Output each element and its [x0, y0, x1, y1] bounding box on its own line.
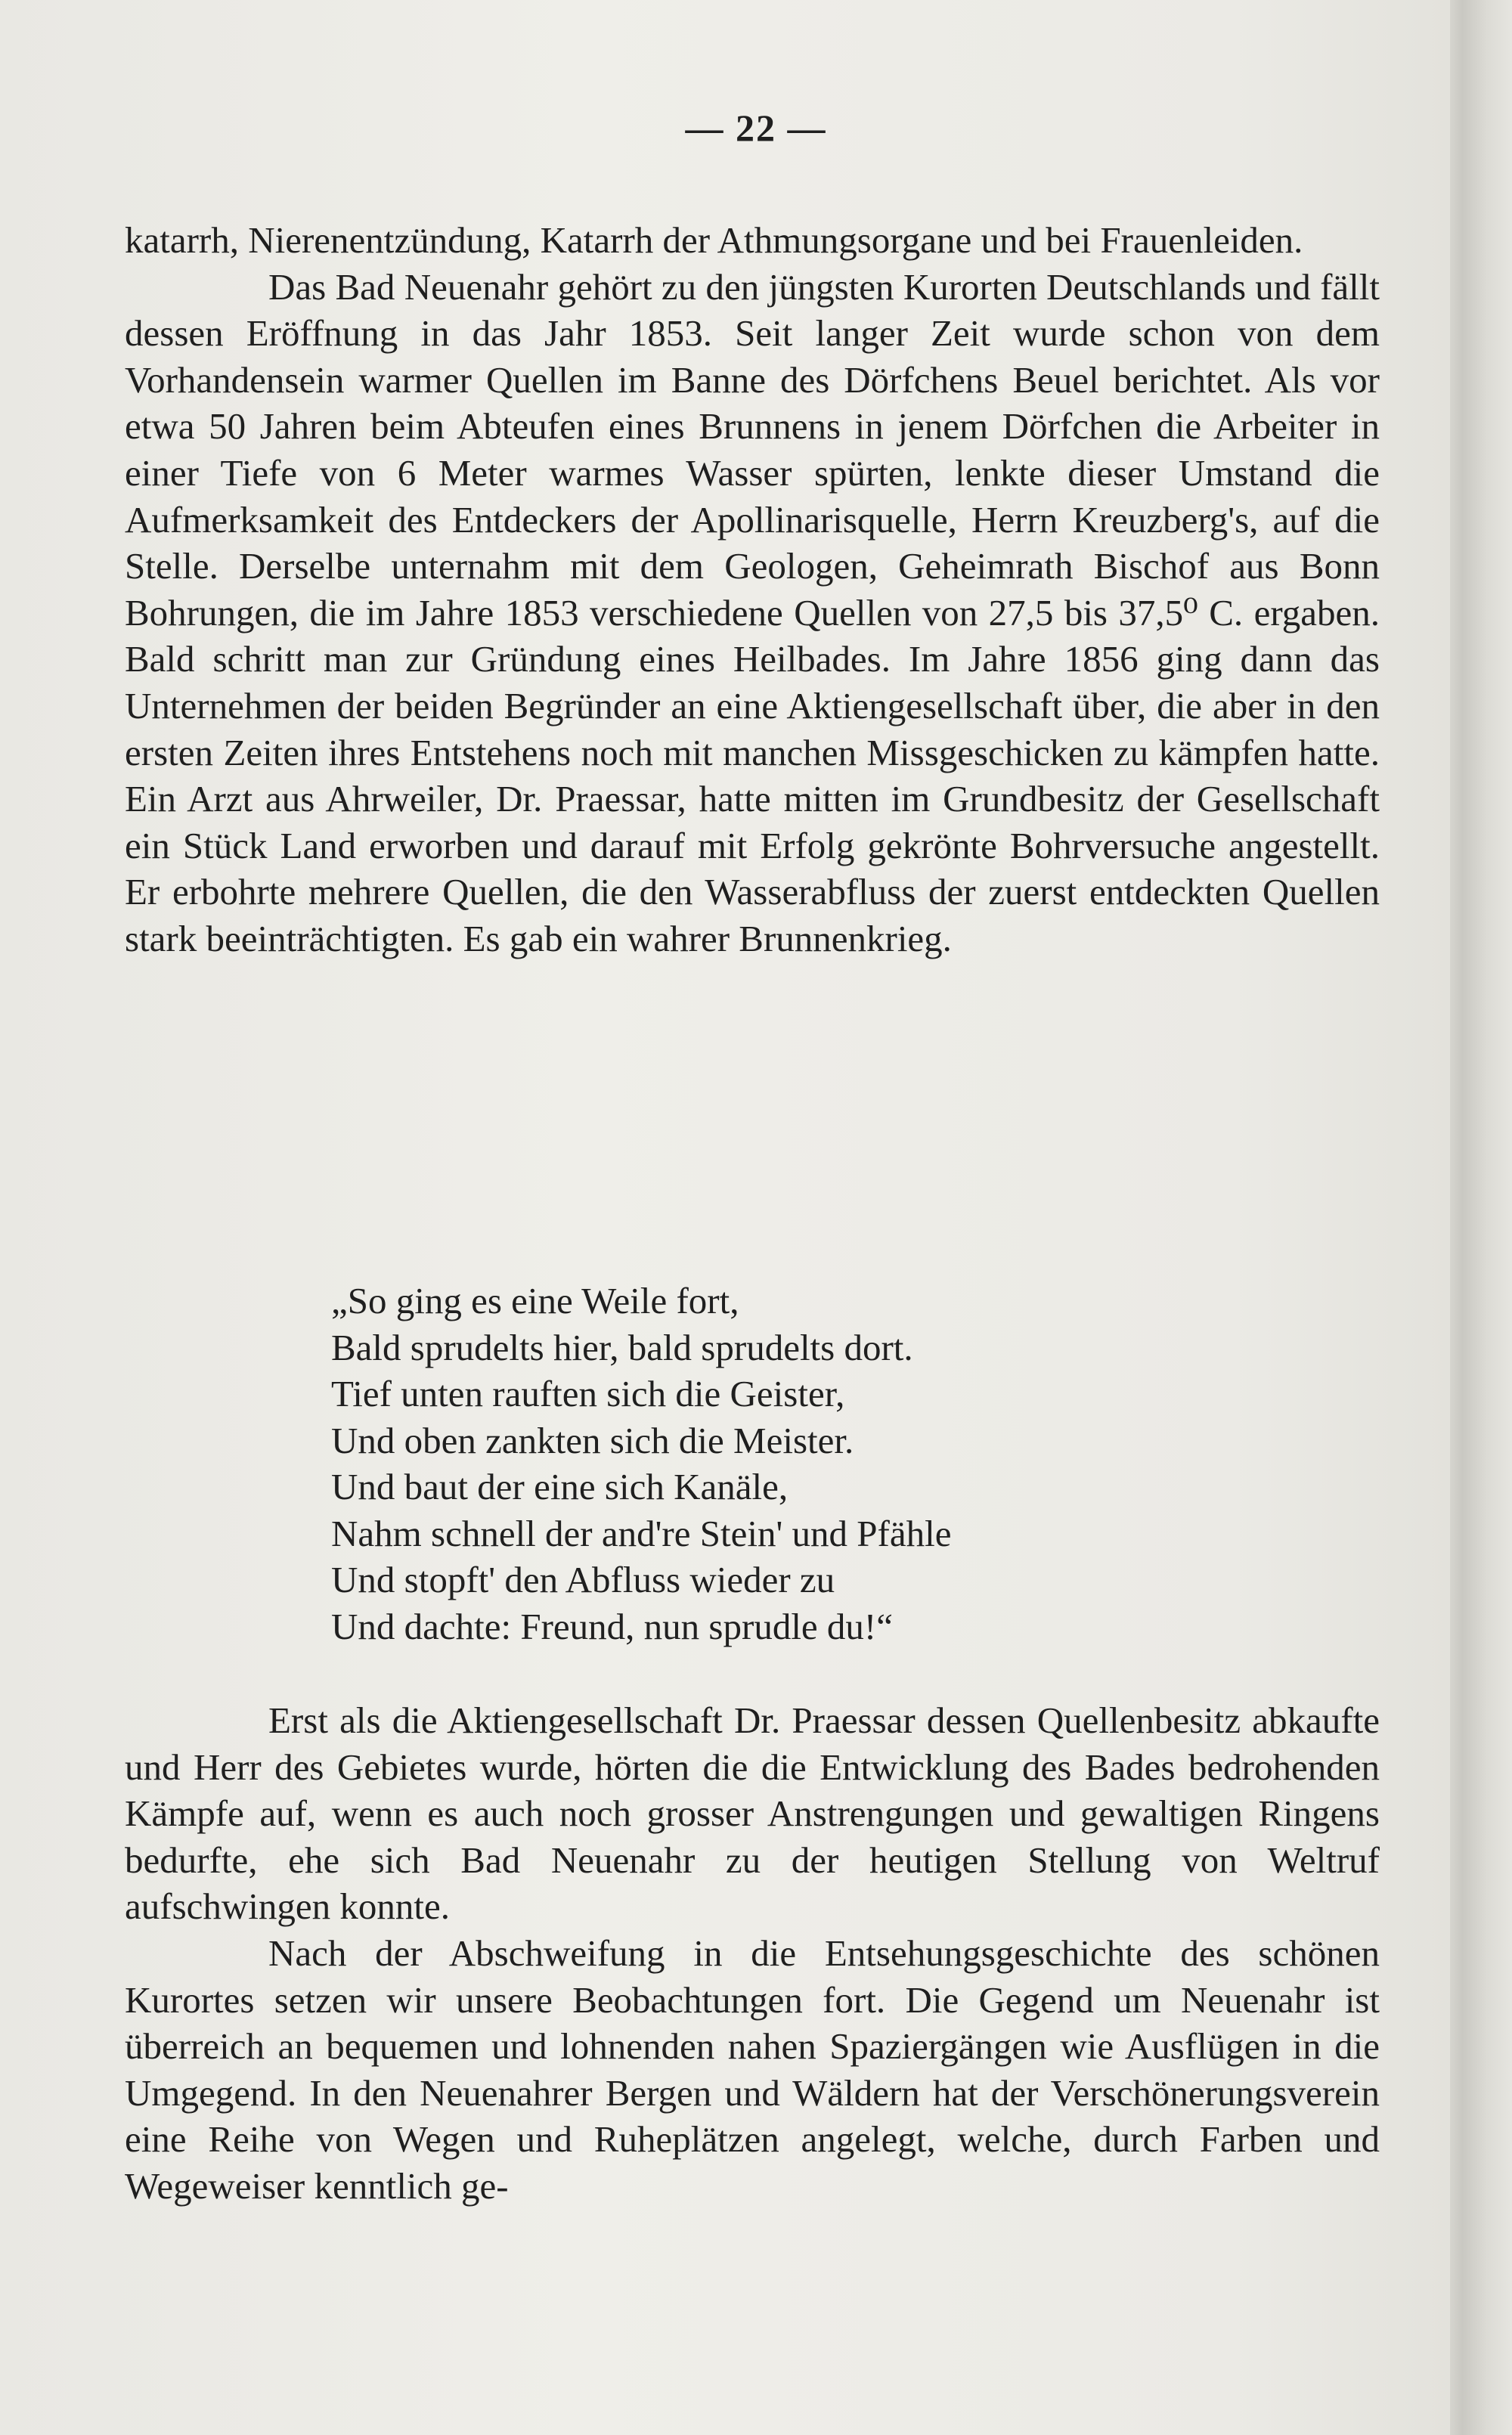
paragraph-surroundings: Nach der Abschweifung in die Entsehungsgeschichte des schönen Kurortes setzen wir unsere Beobachtungen fort. Die Gegend um Neuenahr ist überreich an bequemen und lohnenden nahen Spaziergängen wie Ausflügen in die Umgegend. In den Neuenahrer Bergen und Wäldern hat der Verschönerungsverein eine Reihe von Wegen und Ruheplätzen angelegt, welche, durch Farben und Wegeweiser kenntlich ge- [125, 1932, 1380, 2207]
poem-line: Und oben zankten sich die Meister. [331, 1419, 854, 1461]
page-binding-edge [1450, 0, 1512, 2435]
poem-quote [331, 1278, 1314, 1650]
page-number: — 22 — [685, 107, 827, 149]
paragraph-continuation: katarrh, Nierenentzündung, Katarrh der Athmungsorgane und bei Frauenleiden. [125, 219, 1303, 261]
poem-line: Bald sprudelts hier, bald sprudelts dort. [331, 1326, 913, 1368]
poem-line: „So ging es eine Weile fort, [331, 1280, 739, 1321]
text-block-top [125, 217, 1380, 962]
poem-line: Nahm schnell der and're Stein' und Pfähle [331, 1512, 952, 1554]
text-block-bottom [125, 1697, 1380, 2210]
poem-line: Und baut der eine sich Kanäle, [331, 1466, 789, 1507]
poem-line: Und stopft' den Abfluss wieder zu [331, 1559, 835, 1600]
paragraph-history: Das Bad Neuenahr gehört zu den jüngsten Kurorten Deutschlands und fällt dessen Eröffnung in das Jahr 1853. Seit langer Zeit wurde schon von dem Vorhandensein warmer Quellen im Banne des Dörfchens Beuel berichtet. Als vor etwa 50 Jahren beim Abteufen eines Brunnens in jenem Dörfchen die Arbeiter in einer Tiefe von 6 Meter warmes Wasser spürten, lenkte dieser Umstand die Aufmerksamkeit des Entdeckers der Apollinarisquelle, Herrn Kreuzberg's, auf die Stelle. Derselbe unternahm mit dem Geologen, Geheimrath Bischof aus Bonn Bohrungen, die im Jahre 1853 verschiedene Quellen von 27,5 bis 37,5⁰ C. ergaben. Bald schritt man zur Gründung eines Heilbades. Im Jahre 1856 ging dann das Unternehmen der beiden Begründer an eine Aktiengesellschaft über, die aber in den ersten Zeiten ihres Entstehens noch mit manchen Missgeschicken zu kämpfen hatte. Ein Arzt aus Ahrweiler, Dr. Praessar, hatte mitten im Grundbesitz der Gesellschaft ein Stück Land erworben und darauf mit Erfolg gekrönte Bohrversuche angestellt. Er erbohrte mehrere Quellen, die den Wasserabfluss der zuerst entdeckten Quellen stark beeinträchtigten. Es gab ein wahrer Brunnenkrieg. [125, 265, 1380, 959]
poem-line: Und dachte: Freund, nun sprudle du!“ [331, 1605, 893, 1647]
paragraph-resolution: Erst als die Aktiengesellschaft Dr. Praessar dessen Quellenbesitz abkaufte und Herr des Gebietes wurde, hörten die die Entwicklung des Bades bedrohenden Kämpfe auf, wenn es auch noch grosser Anstrengungen und gewaltigen Ringens bedurfte, ehe sich Bad Neuenahr zu der heutigen Stellung von Weltruf aufschwingen konnte. [125, 1699, 1380, 1928]
poem-line: Tief unten rauften sich die Geister, [331, 1373, 845, 1414]
